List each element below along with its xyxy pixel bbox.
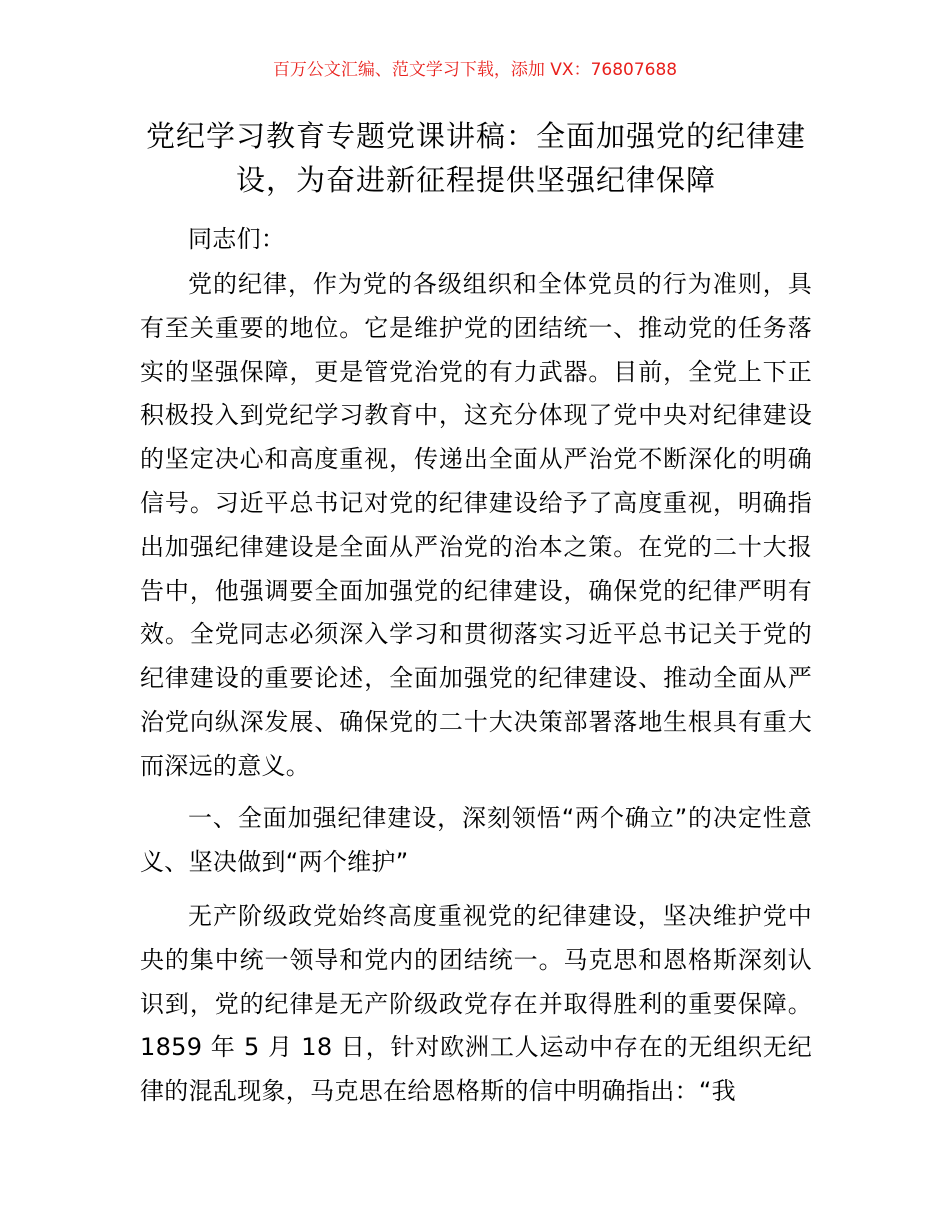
paragraph-intro: 党的纪律，作为党的各级组织和全体党员的行为准则，具有至关重要的地位。它是维护党的团结统一、推动党的任务落实的坚强保障，更是管党治党的有力武器。目前，全党上下正积极投入到党纪学习教育中，这充分体现了党中央对纪律建设的坚定决心和高度重视，传递出全面从严治党不断深化的明确信号。习近平总书记对党的纪律建设给予了高度重视，明确指出加强纪律建设是全面从严治党的治本之策。在党的二十大报告中，他强调要全面加强党的纪律建设，确保党的纪律严明有效。全党同志必须深入学习和贯彻落实习近平总书记关于党的纪律建设的重要论述，全面加强党的纪律建设、推动全面从严治党向纵深发展、确保党的二十大决策部署落地生根具有重大而深远的意义。 bbox=[140, 270, 812, 780]
header-watermark: 百万公文汇编、范文学习下载，添加 VX：76807688 bbox=[272, 60, 678, 80]
section-heading-1: 一、全面加强纪律建设，深刻领悟“两个确立”的决定性意义、坚决做到“两个维护” bbox=[140, 804, 812, 876]
document-title: 党纪学习教育专题党课讲稿：全面加强党的纪律建设，为奋进新征程提供坚强纪律保障 bbox=[145, 119, 806, 197]
salutation: 同志们： bbox=[188, 225, 286, 253]
paragraph-section-1: 无产阶级政党始终高度重视党的纪律建设，坚决维护党中央的集中统一领导和党内的团结统一。马克思和恩格斯深刻认识到，党的纪律是无产阶级政党存在并取得胜利的重要保障。1859 年 5 月 18 日，针对欧洲工人运动中存在的无组织无纪律的混乱现象，马克思在给恩格斯的信中明确指出：“我 bbox=[140, 902, 812, 1106]
